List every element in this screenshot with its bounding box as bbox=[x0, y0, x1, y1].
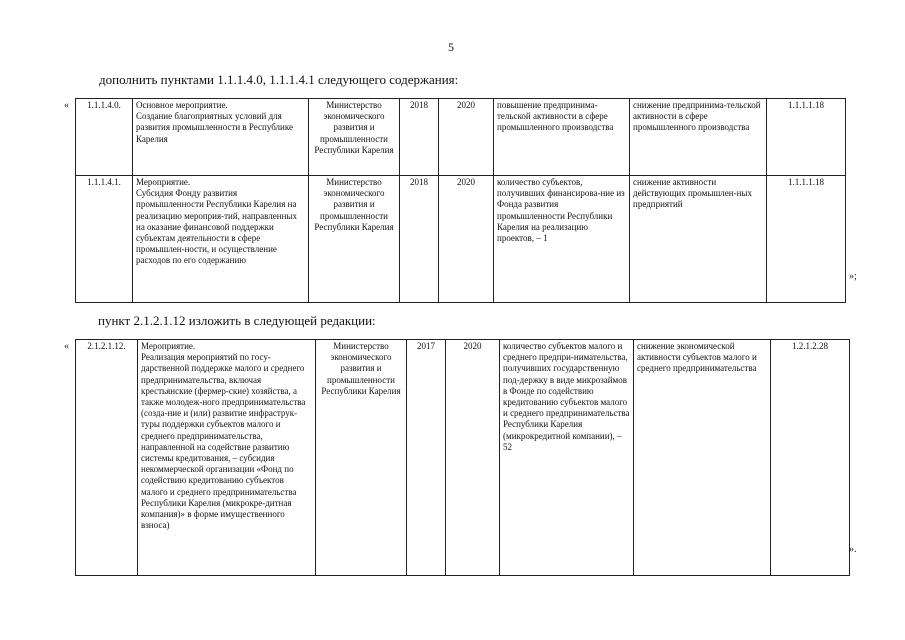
cell-title bbox=[133, 99, 309, 176]
section1-open-quote: « bbox=[64, 100, 69, 111]
cell-indicator: 1.1.1.1.18 bbox=[767, 176, 846, 303]
cell-end-year: 2020 bbox=[446, 340, 500, 576]
cell-result: количество субъектов малого и среднего предпри-нимательства, получивших государственную под-держку в виде микрозаймов в Фонде по содействию кредитованию субъектов малого и среднего предпринимательства Республики Карелия (микрокредитной компании), – 52 bbox=[500, 340, 634, 576]
cell-end-year: 2020 bbox=[439, 99, 494, 176]
cell-consequence: снижение предпринима-тельской активности в сфере промышленного производства bbox=[630, 99, 767, 176]
cell-consequence: снижение экономической активности субъектов малого и среднего предпринимательства bbox=[634, 340, 771, 576]
table-row bbox=[76, 340, 850, 576]
cell-result: количество субъектов, получивших финансирова-ние из Фонда развития промышленности Республики Карелия на реализацию проектов, – 1 bbox=[494, 176, 630, 303]
section1-table bbox=[75, 98, 846, 303]
cell-code: 1.1.1.4.1. bbox=[76, 176, 133, 303]
table-row bbox=[76, 176, 846, 303]
cell-code: 2.1.2.1.12. bbox=[76, 340, 138, 576]
cell-start-year: 2018 bbox=[400, 176, 439, 303]
title-text: Мероприятие. Реализация мероприятий по госу-дарственной поддержке малого и среднего предпринимательства, включая крестьянские (фермер-ские) хозяйства, а также молодеж-ного предпринимательства (созда-ние и (или) развитие инфраструк-туры поддержки субъектов малого и среднего предпринимательства, направленной на содействие развитию системы кредитования, – субсидия некоммерческой организации «Фонд по содействию кредитованию субъектов малого и среднего предпринимательства Республики Карелия (микрокре-дитная компания)» в форме имущественного взноса) bbox=[141, 341, 306, 531]
section1-heading: дополнить пунктами 1.1.1.4.0, 1.1.1.4.1 следующего содержания: bbox=[99, 72, 459, 87]
table-row bbox=[76, 99, 846, 176]
cell-code: 1.1.1.4.0. bbox=[76, 99, 133, 176]
cell-title bbox=[138, 340, 316, 576]
page-number: 5 bbox=[448, 40, 454, 54]
title-text: Мероприятие. Субсидия Фонду развития промышленности Республики Карелия на реализацию мероприя-тий, направленных на оказание финансовой поддержки субъектам деятельности в сфере промышлен-ности, и осуществление расходов по его содержанию bbox=[136, 177, 297, 266]
cell-result: повышение предпринима-тельской активности в сфере промышленного производства bbox=[494, 99, 630, 176]
section1-close-quote: »; bbox=[849, 271, 857, 282]
cell-executor: Министерство экономического развития и промышленности Республики Карелия bbox=[309, 176, 400, 303]
section2-table bbox=[75, 339, 850, 576]
section2-close-quote: ». bbox=[849, 544, 857, 555]
cell-end-year: 2020 bbox=[439, 176, 494, 303]
cell-indicator: 1.1.1.1.18 bbox=[767, 99, 846, 176]
cell-executor: Министерство экономического развития и промышленности Республики Карелия bbox=[316, 340, 407, 576]
cell-start-year: 2017 bbox=[407, 340, 446, 576]
section2-heading: пункт 2.1.2.1.12 изложить в следующей редакции: bbox=[98, 313, 376, 328]
section2-open-quote: « bbox=[64, 341, 69, 352]
cell-title bbox=[133, 176, 309, 303]
cell-indicator: 1.2.1.2.28 bbox=[771, 340, 850, 576]
cell-executor: Министерство экономического развития и промышленности Республики Карелия bbox=[309, 99, 400, 176]
cell-consequence: снижение активности действующих промышлен-ных предприятий bbox=[630, 176, 767, 303]
title-text: Основное мероприятие. Создание благоприятных условий для развития промышленности в Республике Карелия bbox=[136, 100, 294, 144]
cell-start-year: 2018 bbox=[400, 99, 439, 176]
